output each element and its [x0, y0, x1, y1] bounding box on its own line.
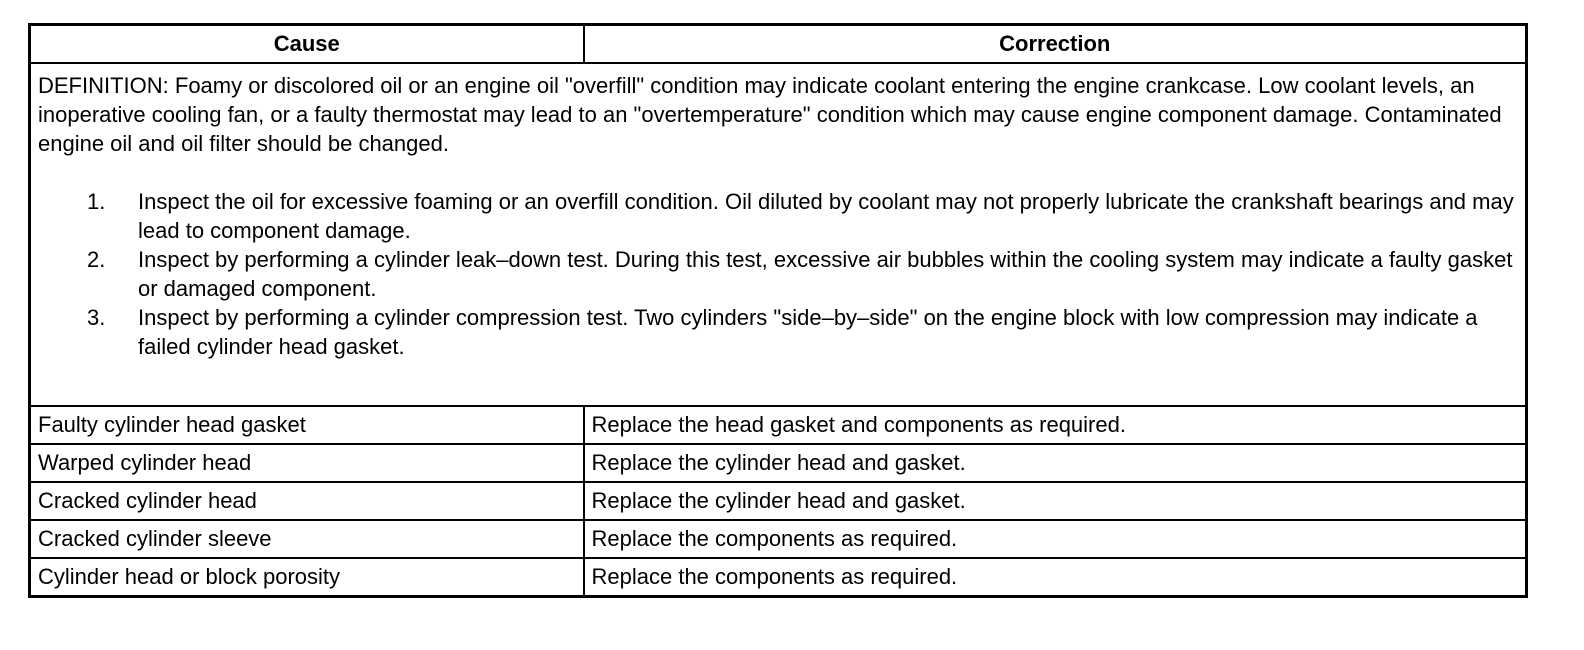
step-number: 1. — [87, 189, 106, 214]
cause-cell: Faulty cylinder head gasket — [30, 406, 584, 444]
table-row — [30, 558, 1527, 597]
correction-cell: Replace the components as required. — [584, 558, 1527, 597]
cause-cell: Cracked cylinder head — [30, 482, 584, 520]
diagnosis-table — [28, 23, 1528, 598]
table-row — [30, 520, 1527, 558]
step-text: Inspect by performing a cylinder leak–down test. During this test, excessive air bubbles within the cooling system may indicate a faulty gasket or damaged component. — [138, 247, 1513, 301]
step-text: Inspect by performing a cylinder compression test. Two cylinders "side–by–side" on the engine block with low compression may indicate a failed cylinder head gasket. — [138, 305, 1478, 359]
table-row — [30, 406, 1527, 444]
cause-cell: Warped cylinder head — [30, 444, 584, 482]
correction-cell: Replace the cylinder head and gasket. — [584, 482, 1527, 520]
inspection-step — [31, 303, 1525, 361]
table-row — [30, 444, 1527, 482]
cause-cell: Cylinder head or block porosity — [30, 558, 584, 597]
inspection-steps — [31, 187, 1525, 361]
step-number: 3. — [87, 305, 106, 330]
definition-text: DEFINITION: Foamy or discolored oil or an engine oil "overfill" condition may indicate coolant entering the engine crankcase. Low coolant levels, an inoperative cooling fan, or a faulty thermostat may lead to an "overtemperature" condition which may cause engine component damage. Contaminated engine oil and oil filter should be changed. — [38, 73, 1502, 156]
table-row — [30, 482, 1527, 520]
inspection-step — [31, 187, 1525, 245]
step-text: Inspect the oil for excessive foaming or an overfill condition. Oil diluted by coolant may not properly lubricate the crankshaft bearings and may lead to component damage. — [138, 189, 1514, 243]
step-number: 2. — [87, 247, 106, 272]
correction-column-header: Correction — [584, 25, 1527, 64]
inspection-step — [31, 245, 1525, 303]
correction-cell: Replace the head gasket and components as required. — [584, 406, 1527, 444]
cause-column-header: Cause — [30, 25, 584, 64]
correction-cell: Replace the cylinder head and gasket. — [584, 444, 1527, 482]
definition-row — [30, 63, 1527, 406]
header-row — [30, 25, 1527, 64]
cause-cell: Cracked cylinder sleeve — [30, 520, 584, 558]
definition-cell — [30, 63, 1527, 406]
correction-cell: Replace the components as required. — [584, 520, 1527, 558]
